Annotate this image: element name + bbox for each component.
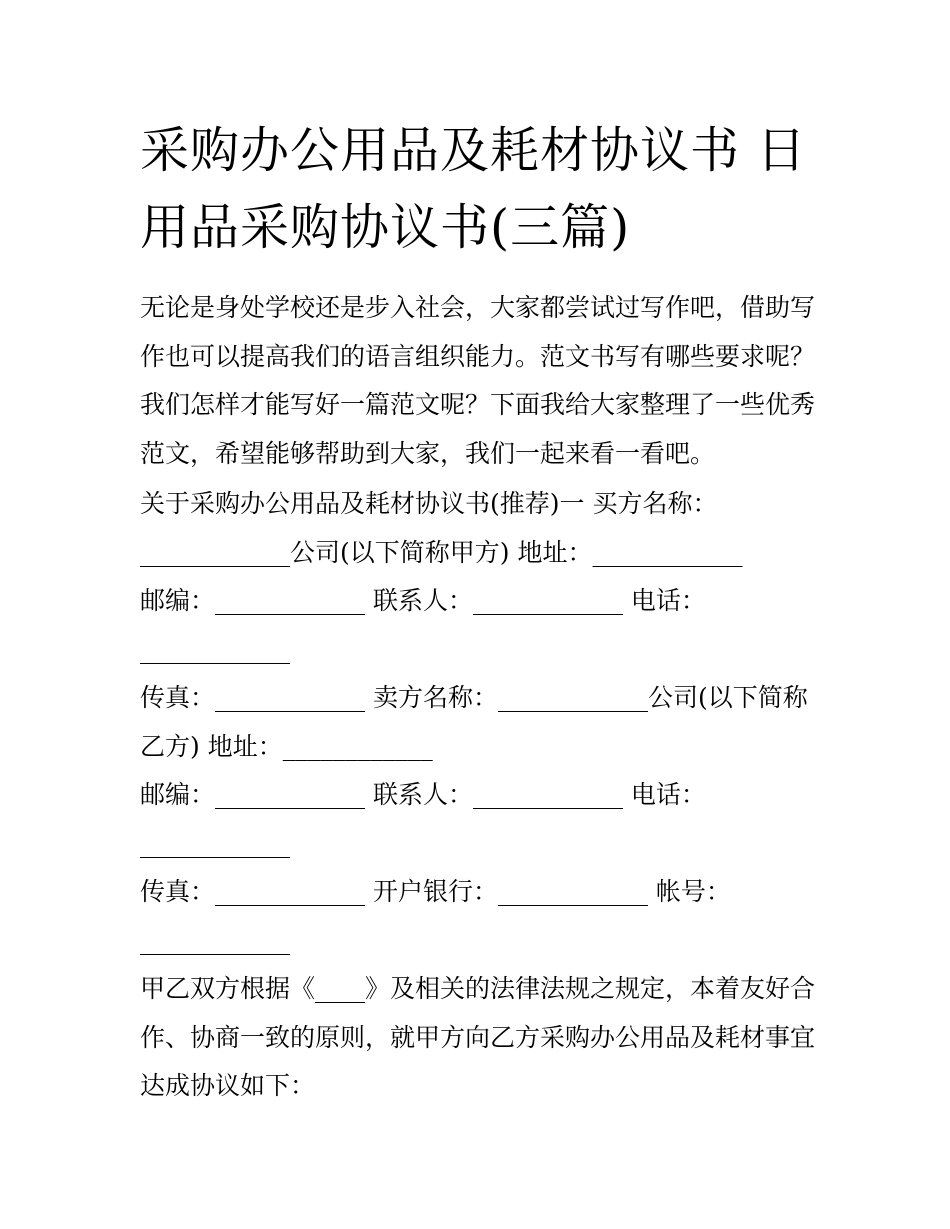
seller-name-line: 传真：____________ 卖方名称：____________公司(以下简称乙方) 地址：____________ — [140, 683, 808, 761]
buyer-phone-blank: ____________ — [140, 634, 290, 664]
buyer-company-line: ____________公司(以下简称甲方) 地址：____________ — [140, 537, 743, 567]
seller-phone-blank: ____________ — [140, 828, 290, 858]
document-page — [140, 112, 820, 1111]
buyer-name-line: 关于采购办公用品及耗材协议书(推荐)一 买方名称： — [140, 489, 718, 518]
agreement-preamble: 甲乙双方根据《____》及相关的法律法规之规定，本着友好合作、协商一致的原则，就甲方向乙方采购办公用品及耗材事宜达成协议如下： — [140, 974, 816, 1100]
seller-account-blank: ____________ — [140, 925, 290, 955]
seller-contact-line: 邮编：____________ 联系人：____________ 电话： — [140, 780, 706, 809]
buyer-contact-line: 邮编：____________ 联系人：____________ 电话： — [140, 586, 706, 615]
intro-paragraph: 无论是身处学校还是步入社会，大家都尝试过写作吧，借助写作也可以提高我们的语言组织能力。范文书写有哪些要求呢？我们怎样才能写好一篇范文呢？下面我给大家整理了一些优秀范文，希望能够帮助到大家，我们一起来看一看吧。 — [140, 293, 816, 468]
seller-bank-line: 传真：____________ 开户银行：____________ 帐号： — [140, 877, 731, 906]
document-title: 采购办公用品及耗材协议书 日用品采购协议书(三篇) — [140, 122, 807, 256]
